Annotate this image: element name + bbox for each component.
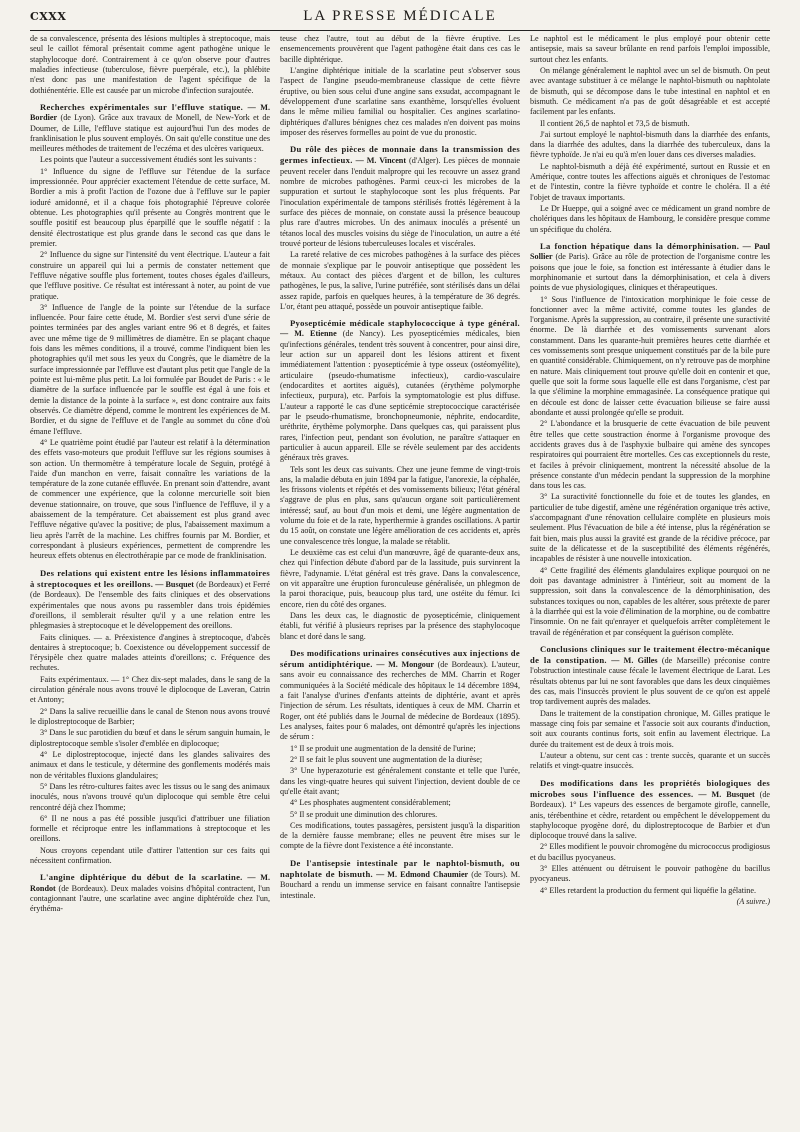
- article-block: [30, 34, 270, 96]
- paragraph: Il contient 26,5 de naphtol et 73,5 de bismuth.: [540, 118, 690, 128]
- paragraph: Faits cliniques. — a. Préexistence d'angines à streptocoque, d'abcès dentaires à streptocoque; b. Coexistence ou développement successif de l'érysipèle chez quatre malades atteints d'oreillons; c. Fréquence des rechutes.: [30, 632, 270, 673]
- article-lead: [530, 778, 770, 842]
- article-lead: [30, 872, 270, 914]
- article-lead: [280, 858, 520, 901]
- paragraph: 6° Il ne nous a pas été possible jusqu'ici d'attribuer une filiation formelle et réciproque entre les inflammations à streptocoque et les oreillons.: [30, 813, 270, 844]
- article-block: [530, 644, 770, 772]
- page-header: [30, 6, 770, 30]
- article-block: [280, 858, 520, 901]
- article-author: — M. Mongour: [376, 660, 434, 670]
- paragraph: 3° La suractivité fonctionnelle du foie et de toutes les glandes, en particulier de tube digestif, amène une régénération organique très active, s'accompagnant d'une rénovation cellulaire complète en plusieurs mois seulement. Plus l'évacuation de bile a été intense, plus la régénération se fait bien, mais plus aussi la gravité est grande de la récidive précoce, par suite de la délicatesse et de la susceptibilité des éléments régénérés, incapables de résister à une nouvelle intoxication.: [530, 492, 770, 564]
- paragraph: Ces modifications, toutes passagères, persistent jusqu'à la disparition de la dernière fausse membrane; elles ne peuvent être mises sur le compte de la fièvre dont l'existence a été inconstante.: [280, 820, 520, 851]
- article-author: — M. Busquet: [698, 789, 755, 799]
- column-middle: [280, 34, 520, 1132]
- paragraph: Le Dr Hueppe, qui a soigné avec ce médicament un grand nombre de cholériques dans les hôpitaux de Hambourg, le considère presque comme un spécifique du choléra.: [530, 204, 770, 234]
- paragraph: Nous croyons cependant utile d'attirer l'attention sur ces faits qui nécessitent confirmation.: [30, 845, 270, 866]
- paragraph: 5° Il se produit une diminution des chlorures.: [290, 809, 438, 819]
- paragraph: La rareté relative de ces microbes pathogènes à la surface des pièces de monnaie s'explique par le pouvoir antiseptique que possèdent les métaux. Au contact des pièces d'argent et de billon, les cultures pathogènes, le pus, la salive, l'urine putréfiée, sont stérilisés dans un délai assez rapide, parfois en quelques heures, à la température de 36 degrés. L'or, étant peu attaqué, possède un pouvoir antiseptique faible.: [280, 250, 520, 311]
- article-intro: (de Nancy). Les pyosepticémies médicales, bien qu'infections générales, tendent très souvent à concentrer, pour ainsi dire, leur action sur un appareil dont les lésions attirent et fixent immédiatement l'attention : pyosepticémie à type osseux (ostéomyélite), articulaire (pseudo-rhumatisme infectieux), cardio-vasculaire (endocardites et aortites aiguës), cutanées (érythème polymorphe infectieux, purpura), etc. Parfois la symptomatologie est plus diffuse. L'auteur a rapporté le cas d'une septicémie streptococcique caractérisée par le pseudo-rhumatisme, bronchopneumonie, néphrite, endocardite, uréthrite, érythème polymorphe. Dans quelques cas, qui paraissent plus rares, l'infection peut, pendant son évolution, ne paraître s'attaquer en particulier à aucun appareil. Elle se révèle seulement par des accidents généraux très graves.: [280, 329, 520, 463]
- paragraph: Le naphtol-bismuth a déjà été expérimenté, surtout en Russie et en Amérique, contre toutes les affections aiguës et chroniques de l'estomac et de l'intestin, contre la fièvre typhoïde et contre le choléra. Il a été l'objet de travaux importants.: [530, 161, 770, 202]
- paragraph: Faits expérimentaux. — 1° Chez dix-sept malades, dans le sang de la circulation générale nous avons trouvé le diplocoque de Laveran, Catrin et Antony;: [30, 674, 270, 705]
- article-intro: (de Bordeaux). 1° Les vapeurs des essences de bergamote girofle, cannelle, anis, térébenthine et cèdre, retardent ou empêchent le développement du staphylocoque pyogène doré, du diplostreptocoque de Barbier et d'un diplocoque trouvé dans la salive.: [530, 789, 770, 841]
- article-title: Recherches expérimentales sur l'effluve statique.: [40, 101, 244, 112]
- page-number: CXXX: [30, 10, 67, 23]
- article-title: Conclusions cliniques sur le traitement électro-mécanique de la constipation.: [530, 643, 770, 666]
- article-intro: (de Lyon). Grâce aux travaux de Monell, de New-York et de Doumer, de Lille, l'effluve statique est aujourd'hui l'un des modes de franklinisation le plus souvent employés. On sait qu'elle constitue une des meilleures méthodes de traitement de l'eczéma et des ulcères variqueux.: [30, 113, 270, 154]
- paragraph: 3° Influence de l'angle de la pointe sur l'étendue de la surface influencée. Pour faire cette étude, M. Bordier s'est servi d'une série de pointes terminées par des angles variant entre 96 et 8 degrés, et faites avec une même tige de 9 millimètres de diamètre. En se plaçant chaque fois dans les mêmes conditions, il a trouvé, comme l'indiquent bien les photographies qu'il met sous les yeux du Congrès, que le diamètre de la surface impressionnée par l'effluve est d'autant plus petit que l'angle de la pointe est lui-même plus petit. La loi formulée par Boudet de Paris : « le diamètre de la surface influencée par le souffle est égal à une fois et demie la distance de la pointe à la surface », est donc contraire aux faits observés. Ce diamètre dépend, comme le montrent les expériences de M. Bordier, et du signe de l'effluve et de l'angle au sommet du cône d'où émane l'effluve.: [30, 302, 270, 436]
- paragraph: 2° Dans la salive recueillie dans le canal de Stenon nous avons trouvé le diplostreptocoque de Barbier;: [30, 706, 270, 726]
- paragraph: 4° Les phosphates augmentent considérablement;: [290, 798, 451, 808]
- article-title: La fonction hépatique dans la démorphinisation.: [540, 240, 740, 251]
- paragraph: 1° Sous l'influence de l'intoxication morphinique le foie cesse de fonctionner avec la même activité, comme toutes les glandes de l'organisme. Après la suppression, au contraire, il présente une suractivité énorme. De là diarrhée et des vomissements survenant alors constamment. Dans les quarante-huit premières heures cette diarrhée et ces vomissements sont presque uniquement constitués par de la bile pure en quantité considérable. Chimiquement, on n'y retrouve pas de morphine en nature. Mais cliniquement tout prouve qu'elle doit en contenir et que, quelle que soit la forme sous laquelle elle est dans l'organisme, c'est par la que s'élimine la morphine emmagasinée. La conséquence pratique qui en découle est donc de laisser cette évacuation bilieuse se faire aussi abondante et aussi prolongée qu'elle se produit.: [530, 294, 770, 417]
- paragraph: Le deuxième cas est celui d'un manœuvre, âgé de quarante-deux ans, chez qui l'infection débute d'abord par de la lassitude, puis survinrent la fièvre, l'adynamie. L'état général est très grave. Dans la convalescence, on vit apparaître une éruption furonculeuse généralisée, un phlegmon de la paroi thoracique, puis, beaucoup plus tard, une ostéite du fémur. Ici encore, rien du côté des organes.: [280, 548, 520, 609]
- article-block: [30, 872, 270, 914]
- paragraph: Dans les deux cas, le diagnostic de pyosepticémie, cliniquement établi, fut vérifié à plusieurs reprises par la présence des staphylocoque blanc et doré dans le sang.: [280, 610, 520, 641]
- article-author: — M. Gilles: [611, 656, 658, 666]
- paragraph: Le naphtol est le médicament le plus employé pour obtenir cette antisepsie, mais sa saveur brûlante en rend parfois l'emploi impossible, surtout chez les enfants.: [530, 34, 770, 64]
- article-author: — Paul Sollier: [530, 241, 770, 262]
- column-left: [30, 34, 270, 1132]
- paragraph: 4° Le diplostreptocoque, injecté dans les glandes salivaires des animaux et dans le testicule, y détermine des gonflements modérés mais non de véritables fluxions glandulaires;: [30, 749, 270, 780]
- article-intro: (de Paris). Grâce au rôle de protection de l'organisme contre les poisons que joue le foie, sa fonction est intéressante à étudier dans le morphinomanie et surtout dans la démorphinisation, et cela à divers points de vue physiologiques, cliniques et thérapeutiques.: [530, 252, 770, 293]
- paragraph: Tels sont les deux cas suivants. Chez une jeune femme de vingt-trois ans, la maladie débuta en juin 1894 par la fatigue, l'anorexie, la céphalée, les frissons violents et répétés et des vomissements bilieux; l'état général s'aggrave de plus en plus, sans qu'aucun organe soit particulièrement intéressé; sauf, au bout d'un mois et demi, une légère augmentation de volume du foie et de la rate, hyperthermie à grandes oscillations. A partir du 15 août, on constate une légère amélioration de ces accidents et, après une convalescence très longue, la malade se rétablit.: [280, 464, 520, 546]
- paragraph: 2° L'abondance et la brusquerie de cette évacuation de bile peuvent être telles que cette soustraction énorme à l'organisme provoque des accidents graves dus à de l'asphyxie bulbaire qui amène des syncopes respiratoires qui pourraient être mortelles. Ces cas exceptionnels du reste, et faciles à prévoir cliniquement, montrent la nécessité absolue de la présence constante d'un médecin pendant la suppression de la morphine dans tous les cas.: [530, 419, 770, 491]
- article-lead: [280, 144, 520, 249]
- article-author: — M. Etienne: [280, 329, 337, 339]
- article-title: Des relations qui existent entre les lésions inflammatoires à streptocoques et les oreillons.: [30, 567, 270, 589]
- paragraph: L'auteur a obtenu, sur cent cas : trente succès, quarante et un succès relatifs et vingt-quatre insuccès.: [530, 750, 770, 771]
- paragraph: 3° Elles atténuent ou détruisent le pouvoir pathogène du bacillus pyocyaneus.: [530, 864, 770, 884]
- paragraph: 4° Elles retardent la production du ferment qui liquéfie la gélatine.: [540, 885, 757, 895]
- paragraph: 1° Il se produit une augmentation de la densité de l'urine;: [290, 743, 476, 753]
- article-title: Du rôle des pièces de monnaie dans la transmission des germes infectieux.: [280, 144, 520, 166]
- article-intro: (de Tours). M. Bouchard a rendu un immense service en faisant connaître l'antisepsie intestinale.: [280, 870, 520, 900]
- article-author: — M. Rondot: [30, 873, 270, 893]
- article-lead: [30, 102, 270, 155]
- article-lead: [280, 648, 520, 743]
- article-intro: (de Marseille) préconise contre l'obstruction intestinale cause fécale le lavement électrique de Larat. Les résultats obtenus par lui ne sont favorables que dans les deux cinquièmes des cas, mais l'insuccès provient le plus souvent de ce qu'on est appelé trop tardivement auprès des malades.: [530, 656, 770, 707]
- article-block: [280, 648, 520, 852]
- article-block: [530, 34, 770, 235]
- article-intro: (de Bordeaux). Deux malades voisins d'hôpital contractent, l'un contagionnant l'autre, une scarlatine avec angine diphtéroïde chez l'un, érythéma-: [30, 883, 270, 914]
- paragraph: 1° Influence du signe de l'effluve sur l'étendue de la surface impressionnée. Pour apprécier exactement l'étendue de cette surface, M. Bordier a mis à profit l'action de l'ozone due à l'effluve sur le papier ioduré amidonné, et il a chaque fois photographié l'épreuve colorée obtenue. Les photographies qu'il présente au Congrès montrent que le souffle positif est beaucoup plus éparpillé que le souffle négatif : la densité électrostatique est plus grande dans le second cas que dans le premier.: [30, 166, 270, 248]
- article-lead: [530, 241, 770, 294]
- journal-title: LA PRESSE MÉDICALE: [303, 8, 497, 24]
- article-author: — M. Edmond Chaumier: [376, 870, 469, 880]
- to-be-continued: (A suivre.): [736, 897, 770, 906]
- article-intro: (d'Alger). Les pièces de monnaie peuvent receler dans l'enduit malpropre qui les recouvre un assez grand nombre de microbes pathogènes. Parmi ceux-ci les microbes de la suppuration et surtout le staphylocoque sont les plus fréquents. Par l'inoculation expérimentale de tampons stérilisés frottés légèrement à la surface des pièces de monnaie, on constate aussi la présence beaucoup plus rare d'autres microbes. Un des animaux inoculés a présenté un tétanos local des muscles voisins du siège de l'inoculation, un autre a été trouvé porteur de lésions tuberculeuses locales et viscérales.: [280, 156, 520, 248]
- article-intro: (de Bordeaux) et Ferré (de Bordeaux). De l'ensemble des faits cliniques et des observations expérimentales que nous avons pu rassembler dans trois épidémies d'oreillons, il semblerait résulter qu'il y a une relation entre les phlegmasies à streptocoque et le développement des oreillons.: [30, 579, 270, 631]
- article-title: De l'antisepsie intestinale par le naphtol-bismuth, ou naphtolate de bismuth.: [280, 857, 520, 880]
- article-title: Des modifications urinaires consécutives aux injections de sérum antidiphtérique.: [280, 647, 520, 670]
- paragraph: 2° Influence du signe sur l'intensité du vent électrique. L'auteur a fait construire un appareil qui lui a permis de constater nettement que l'effluve négative souffle plus fortement, toutes choses égales d'ailleurs, que l'effluve positive. Ce résultat est intéressant à noter, au point de vue pratique.: [30, 250, 270, 301]
- paragraph: 3° Dans le suc parotidien du bœuf et dans le sérum sanguin humain, le diplostreptocoque semble s'isoler d'emblée en diplocoque;: [30, 728, 270, 748]
- paragraph: 4° Cette fragilité des éléments glandulaires explique pourquoi on ne doit pas davantage administrer à l'intérieur, soit au moment de la suppression, soit dans la convalescence de la démorphinisation, des substances toxiques ou non, capables de les altérer, sous prétexte de parer à la diarrhée qui est la voie d'élimination de la morphine, ou de combattre l'insomnie. On ne fait qu'enrayer et quelquefois arrêter complètement le travail de régénération et par conséquent la guérison complète.: [530, 565, 770, 637]
- article-lead: [280, 318, 520, 463]
- article-author: — M. Bordier: [30, 102, 270, 123]
- paragraph: J'ai surtout employé le naphtol-bismuth dans la diarrhée des enfants, dans la diarrhée des adultes, dans la diarrhée des tuberculeux, dans la fièvre typhoïde. Je n'ai eu qu'à m'en louer dans ces diverses maladies.: [530, 129, 770, 160]
- article-lead: [30, 568, 270, 632]
- article-block: [280, 34, 520, 138]
- article-block: [280, 318, 520, 642]
- paragraph: 3° Une hyperazoturie est généralement constante et telle que l'urée, dans les vingt-quatre heures qui suivent l'injection, devient double de ce qu'elle était avant;: [280, 766, 520, 796]
- paragraph: L'angine diphtérique initiale de la scarlatine peut s'observer sous l'aspect de l'angine pseudo-membraneuse classique de cette fièvre éruptive, ou bien sous celui d'une angine sans exsudat, accompagnant le développement d'une scarlatine sans exanthème, lorsqu'elles évoluent dans le même milieu familial ou hospitalier. Ces angines scarlatino-diphtériques d'allures bénignes chez ces malades n'en doivent pas moins imposer des réserves formelles au point de vue du pronostic.: [280, 65, 520, 137]
- paragraph: 5° Dans les rétro-cultures faites avec les tissus ou le sang des animaux inoculés, nous n'avons trouvé qu'un diplocoque qui semble être celui rencontré déjà chez l'homme;: [30, 781, 270, 812]
- article-title: Pyosepticémie médicale staphylococcique à type général.: [290, 318, 520, 329]
- paragraph: teuse chez l'autre, tout au début de la fièvre éruptive. Les ensemencements prouvèrent que l'agent pathogène était dans ces cas le bacille diphtérique.: [280, 34, 520, 64]
- article-lead: [530, 644, 770, 708]
- article-block: [30, 568, 270, 867]
- article-intro: (de Bordeaux). L'auteur, sans avoir eu connaissance des recherches de MM. Charrin et Roger communiquées à la Société médicale des hôpitaux le 14 décembre 1894, a fait l'analyse d'urines d'enfants atteints de diphtérie, avant et après l'injection de sérum. Les résultats, identiques à ceux de MM. Charrin et Roger, ont été publiés dans le Journal de médecine de Bordeaux (1895). Les analyses, faites pour 6 malades, ont démontré qu'après les injections de sérum :: [280, 660, 520, 742]
- paragraph: Dans le traitement de la constipation chronique, M. Gilles pratique le massage cinq fois par semaine et l'associe soit aux courants d'induction, soit aux courants continus forts, soit enfin au lavement électrique. La durée du traitement est de deux à trois mois.: [530, 708, 770, 749]
- article-author: — M. Vincent: [355, 156, 407, 166]
- paragraph: de sa convalescence, présenta des lésions multiples à streptocoque, mais seul le caillot fémoral présentait comme agent pathogène unique le staphylocoque doré. Contrairement à ce qu'on observe pour d'autres maladies infectieuse (tuberculose, fièvre puerpérale, etc.), la phlébite n'est donc pas une manifestation de l'agent spécifique de la dothiénentérie. Elle est causée par un microbe d'infection surajoutée.: [30, 34, 270, 95]
- paragraph: 4° Le quatrième point étudié par l'auteur est relatif à la détermination des effets vaso-moteurs que produit l'effluve sur les régions soumises à son action. Un thermomètre à température locale de Seguin, protégé à l'aide d'un manchon en verre, faisait connaître les variations de la température de la zone cutanée effluvée. En prenant soin d'attendre, avant de commencer une expérience, que la colonne mercurielle soit bien devenue stationnaire, on trouve, que sous l'influence de l'effluve, il y a abaissement de la température. Cet abaissement est plus grand avec l'effluve négative qu'avec la positive; de plus, l'abaissement maximum a lieu après l'arrêt de la machine. Les chiffres fournis par M. Bordier, et correspondant à plusieurs expériences, permettent de comprendre les heureux effets obtenus en électrothérapie par ce mode de franklinisation.: [30, 437, 270, 561]
- paragraph: 2° Elles modifient le pouvoir chromogène du micrococcus prodigiosus et du bacillus pyocyaneus.: [530, 842, 770, 862]
- article-block: [530, 778, 770, 908]
- header-rule: [30, 30, 770, 31]
- column-right: [530, 34, 770, 1132]
- article-block: [530, 241, 770, 638]
- paragraph: On mélange généralement le naphtol avec un sel de bismuth. On peut avec avantage substituer à ce mélange le naphtol-bismuth ou naphtolate de bismuth, qui se décompose dans le tube intestinal en naphtol et en bismuth. Ce médicament n'a pas de goût désagréable et est accepté facilement par les enfants.: [530, 65, 770, 117]
- article-author: — Busquet: [155, 579, 194, 589]
- text-columns: [30, 34, 770, 1132]
- article-title: Des modifications dans les propriétés biologiques des microbes sous l'influence des essences.: [530, 777, 770, 799]
- article-title: L'angine diphtérique du début de la scarlatine.: [40, 872, 243, 883]
- paragraph: 2° Il se fait le plus souvent une augmentation de la diurèse;: [290, 754, 483, 764]
- paragraph: Les points que l'auteur a successivement étudiés sont les suivants :: [40, 155, 257, 165]
- article-block: [280, 144, 520, 312]
- article-block: [30, 102, 270, 562]
